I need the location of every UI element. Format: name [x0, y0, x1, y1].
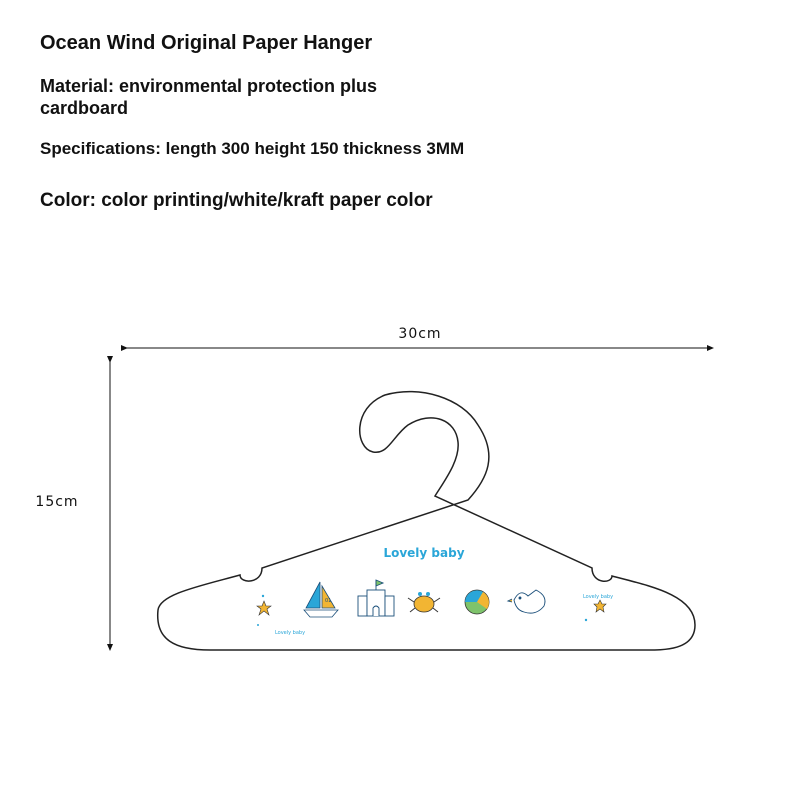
- small-brand-right: Lovely baby: [582, 594, 614, 600]
- bubble-dot: [257, 624, 259, 626]
- product-title: Ocean Wind Original Paper Hanger: [40, 32, 373, 54]
- small-brand-left: Lovely baby: [274, 630, 306, 636]
- brand-text: Lovely baby: [383, 546, 465, 560]
- height-label: 15cm: [35, 494, 79, 510]
- dimension-spec: Specifications: length 300 height 150 thickness 3MM: [40, 139, 465, 158]
- beach-ball-icon: [465, 590, 489, 614]
- color-spec: Color: color printing/white/kraft paper color: [40, 190, 433, 211]
- bubble-dot: [585, 619, 587, 621]
- bubble-dot: [262, 595, 264, 597]
- width-label: 30cm: [398, 326, 442, 342]
- material-spec: Material: environmental protection plus cardboard: [40, 76, 378, 118]
- svg-text:01: 01: [325, 598, 332, 604]
